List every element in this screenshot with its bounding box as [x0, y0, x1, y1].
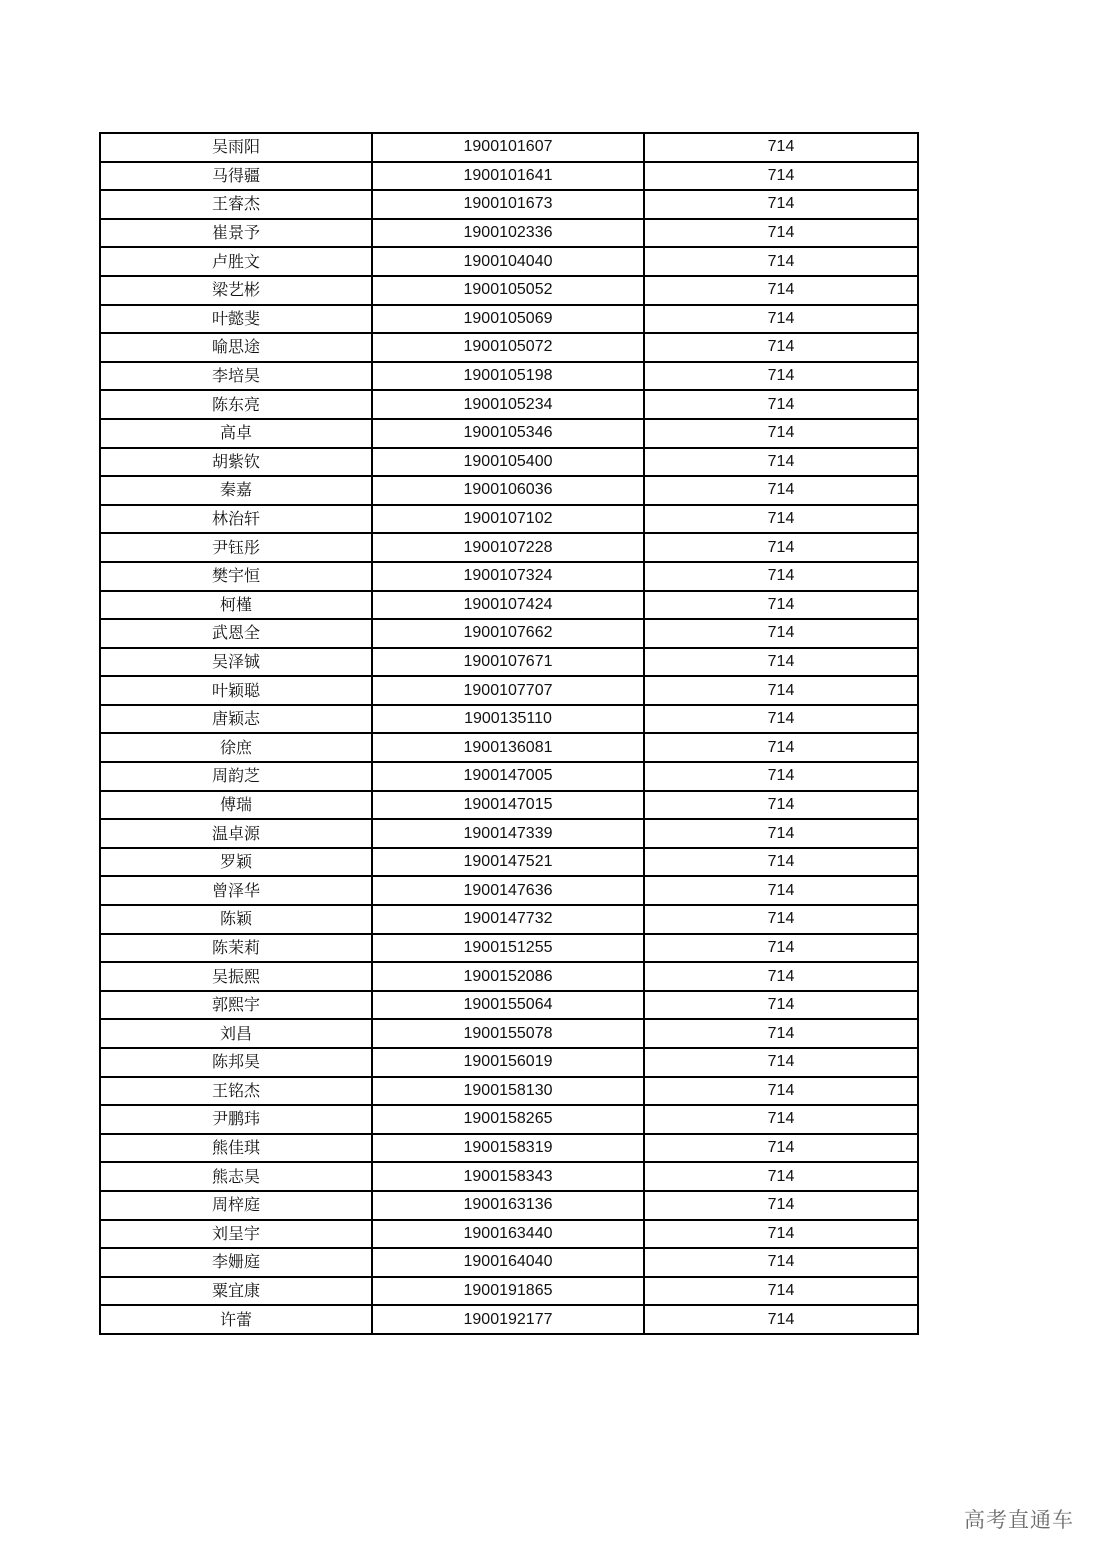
table-row	[100, 390, 918, 419]
student-name-cell: 许蕾	[100, 1305, 372, 1334]
score-cell: 714	[644, 305, 918, 334]
table-row	[100, 562, 918, 591]
student-name-cell: 秦嘉	[100, 476, 372, 505]
score-cell: 714	[644, 390, 918, 419]
exam-number-cell: 1900107228	[372, 533, 644, 562]
watermark-text: 高考直通车	[964, 1508, 1074, 1532]
exam-number-cell: 1900107102	[372, 505, 644, 534]
student-name-cell: 王铭杰	[100, 1077, 372, 1106]
exam-number-cell: 1900105346	[372, 419, 644, 448]
score-cell: 714	[644, 1019, 918, 1048]
exam-number-cell: 1900101673	[372, 190, 644, 219]
exam-number-cell: 1900158265	[372, 1105, 644, 1134]
score-cell: 714	[644, 1220, 918, 1249]
student-name-cell: 胡紫钦	[100, 448, 372, 477]
exam-number-cell: 1900191865	[372, 1277, 644, 1306]
student-name-cell: 李姗庭	[100, 1248, 372, 1277]
score-cell: 714	[644, 190, 918, 219]
score-cell: 714	[644, 533, 918, 562]
exam-number-cell: 1900105400	[372, 448, 644, 477]
student-name-cell: 卢胜文	[100, 247, 372, 276]
score-cell: 714	[644, 848, 918, 877]
student-name-cell: 唐颖志	[100, 705, 372, 734]
exam-number-cell: 1900158319	[372, 1134, 644, 1163]
table-row	[100, 705, 918, 734]
table-row	[100, 1048, 918, 1077]
table-row	[100, 162, 918, 191]
exam-number-cell: 1900147732	[372, 905, 644, 934]
student-name-cell: 武恩全	[100, 619, 372, 648]
table-row	[100, 648, 918, 677]
table-row	[100, 219, 918, 248]
student-name-cell: 尹钰彤	[100, 533, 372, 562]
table-row	[100, 305, 918, 334]
table-row	[100, 419, 918, 448]
student-name-cell: 喻思途	[100, 333, 372, 362]
table-row	[100, 676, 918, 705]
student-name-cell: 吴雨阳	[100, 133, 372, 162]
score-cell: 714	[644, 448, 918, 477]
score-table-body	[100, 133, 918, 1334]
table-row	[100, 1277, 918, 1306]
table-row	[100, 1077, 918, 1106]
exam-number-cell: 1900107324	[372, 562, 644, 591]
table-row	[100, 276, 918, 305]
table-row	[100, 505, 918, 534]
exam-number-cell: 1900164040	[372, 1248, 644, 1277]
table-row	[100, 533, 918, 562]
student-name-cell: 熊志昊	[100, 1162, 372, 1191]
table-row	[100, 991, 918, 1020]
score-cell: 714	[644, 1305, 918, 1334]
table-row	[100, 1305, 918, 1334]
table-row	[100, 1220, 918, 1249]
table-row	[100, 591, 918, 620]
student-name-cell: 周梓庭	[100, 1191, 372, 1220]
score-cell: 714	[644, 819, 918, 848]
score-cell: 714	[644, 1191, 918, 1220]
table-row	[100, 1134, 918, 1163]
score-cell: 714	[644, 648, 918, 677]
table-row	[100, 962, 918, 991]
exam-number-cell: 1900105052	[372, 276, 644, 305]
score-cell: 714	[644, 733, 918, 762]
table-row	[100, 876, 918, 905]
exam-number-cell: 1900156019	[372, 1048, 644, 1077]
exam-number-cell: 1900147636	[372, 876, 644, 905]
table-row	[100, 133, 918, 162]
student-name-cell: 陈邦昊	[100, 1048, 372, 1077]
score-cell: 714	[644, 362, 918, 391]
student-name-cell: 王睿杰	[100, 190, 372, 219]
table-row	[100, 1248, 918, 1277]
score-cell: 714	[644, 591, 918, 620]
score-cell: 714	[644, 1134, 918, 1163]
student-name-cell: 粟宜康	[100, 1277, 372, 1306]
student-name-cell: 陈颖	[100, 905, 372, 934]
student-name-cell: 高卓	[100, 419, 372, 448]
table-row	[100, 848, 918, 877]
score-cell: 714	[644, 162, 918, 191]
exam-number-cell: 1900135110	[372, 705, 644, 734]
exam-number-cell: 1900107707	[372, 676, 644, 705]
table-row	[100, 190, 918, 219]
table-row	[100, 1162, 918, 1191]
table-row	[100, 905, 918, 934]
exam-number-cell: 1900163136	[372, 1191, 644, 1220]
score-cell: 714	[644, 619, 918, 648]
table-row	[100, 333, 918, 362]
exam-number-cell: 1900102336	[372, 219, 644, 248]
exam-number-cell: 1900101607	[372, 133, 644, 162]
score-cell: 714	[644, 562, 918, 591]
student-name-cell: 柯槿	[100, 591, 372, 620]
table-row	[100, 476, 918, 505]
score-cell: 714	[644, 133, 918, 162]
student-name-cell: 林治轩	[100, 505, 372, 534]
exam-number-cell: 1900152086	[372, 962, 644, 991]
exam-number-cell: 1900107424	[372, 591, 644, 620]
score-cell: 714	[644, 934, 918, 963]
score-cell: 714	[644, 1048, 918, 1077]
student-name-cell: 尹鹏玮	[100, 1105, 372, 1134]
exam-number-cell: 1900105198	[372, 362, 644, 391]
student-name-cell: 吴泽铖	[100, 648, 372, 677]
table-row	[100, 1191, 918, 1220]
exam-number-cell: 1900147339	[372, 819, 644, 848]
exam-number-cell: 1900107662	[372, 619, 644, 648]
exam-number-cell: 1900105234	[372, 390, 644, 419]
exam-number-cell: 1900147015	[372, 791, 644, 820]
table-row	[100, 1019, 918, 1048]
score-cell: 714	[644, 276, 918, 305]
student-name-cell: 叶懿斐	[100, 305, 372, 334]
score-cell: 714	[644, 1077, 918, 1106]
exam-number-cell: 1900104040	[372, 247, 644, 276]
exam-number-cell: 1900136081	[372, 733, 644, 762]
student-name-cell: 刘呈宇	[100, 1220, 372, 1249]
student-name-cell: 李培昊	[100, 362, 372, 391]
student-name-cell: 陈茉莉	[100, 934, 372, 963]
score-cell: 714	[644, 476, 918, 505]
score-cell: 714	[644, 1162, 918, 1191]
exam-number-cell: 1900155064	[372, 991, 644, 1020]
exam-number-cell: 1900192177	[372, 1305, 644, 1334]
student-name-cell: 郭熙宇	[100, 991, 372, 1020]
score-cell: 714	[644, 1105, 918, 1134]
score-table	[99, 132, 919, 1335]
score-cell: 714	[644, 762, 918, 791]
exam-number-cell: 1900151255	[372, 934, 644, 963]
exam-number-cell: 1900163440	[372, 1220, 644, 1249]
table-row	[100, 448, 918, 477]
score-cell: 714	[644, 1277, 918, 1306]
table-row	[100, 733, 918, 762]
student-name-cell: 徐庶	[100, 733, 372, 762]
score-cell: 714	[644, 705, 918, 734]
table-row	[100, 819, 918, 848]
score-cell: 714	[644, 333, 918, 362]
table-row	[100, 619, 918, 648]
exam-number-cell: 1900158130	[372, 1077, 644, 1106]
student-name-cell: 罗颖	[100, 848, 372, 877]
table-row	[100, 362, 918, 391]
score-cell: 714	[644, 676, 918, 705]
score-cell: 714	[644, 419, 918, 448]
student-name-cell: 马得疆	[100, 162, 372, 191]
student-name-cell: 傅瑞	[100, 791, 372, 820]
score-cell: 714	[644, 219, 918, 248]
score-cell: 714	[644, 791, 918, 820]
student-name-cell: 崔景予	[100, 219, 372, 248]
exam-number-cell: 1900155078	[372, 1019, 644, 1048]
student-name-cell: 叶颖聪	[100, 676, 372, 705]
exam-number-cell: 1900147005	[372, 762, 644, 791]
exam-number-cell: 1900147521	[372, 848, 644, 877]
score-cell: 714	[644, 505, 918, 534]
table-row	[100, 791, 918, 820]
student-name-cell: 温卓源	[100, 819, 372, 848]
table-row	[100, 247, 918, 276]
exam-number-cell: 1900105072	[372, 333, 644, 362]
student-name-cell: 梁艺彬	[100, 276, 372, 305]
score-cell: 714	[644, 876, 918, 905]
score-cell: 714	[644, 991, 918, 1020]
table-row	[100, 762, 918, 791]
student-name-cell: 吴振熙	[100, 962, 372, 991]
student-name-cell: 樊宇恒	[100, 562, 372, 591]
exam-number-cell: 1900106036	[372, 476, 644, 505]
table-row	[100, 934, 918, 963]
table-row	[100, 1105, 918, 1134]
student-name-cell: 周韵芝	[100, 762, 372, 791]
student-name-cell: 熊佳琪	[100, 1134, 372, 1163]
score-cell: 714	[644, 247, 918, 276]
student-name-cell: 刘昌	[100, 1019, 372, 1048]
exam-number-cell: 1900107671	[372, 648, 644, 677]
student-name-cell: 曾泽华	[100, 876, 372, 905]
score-cell: 714	[644, 905, 918, 934]
student-name-cell: 陈东亮	[100, 390, 372, 419]
score-cell: 714	[644, 962, 918, 991]
exam-number-cell: 1900101641	[372, 162, 644, 191]
score-cell: 714	[644, 1248, 918, 1277]
exam-number-cell: 1900158343	[372, 1162, 644, 1191]
exam-number-cell: 1900105069	[372, 305, 644, 334]
